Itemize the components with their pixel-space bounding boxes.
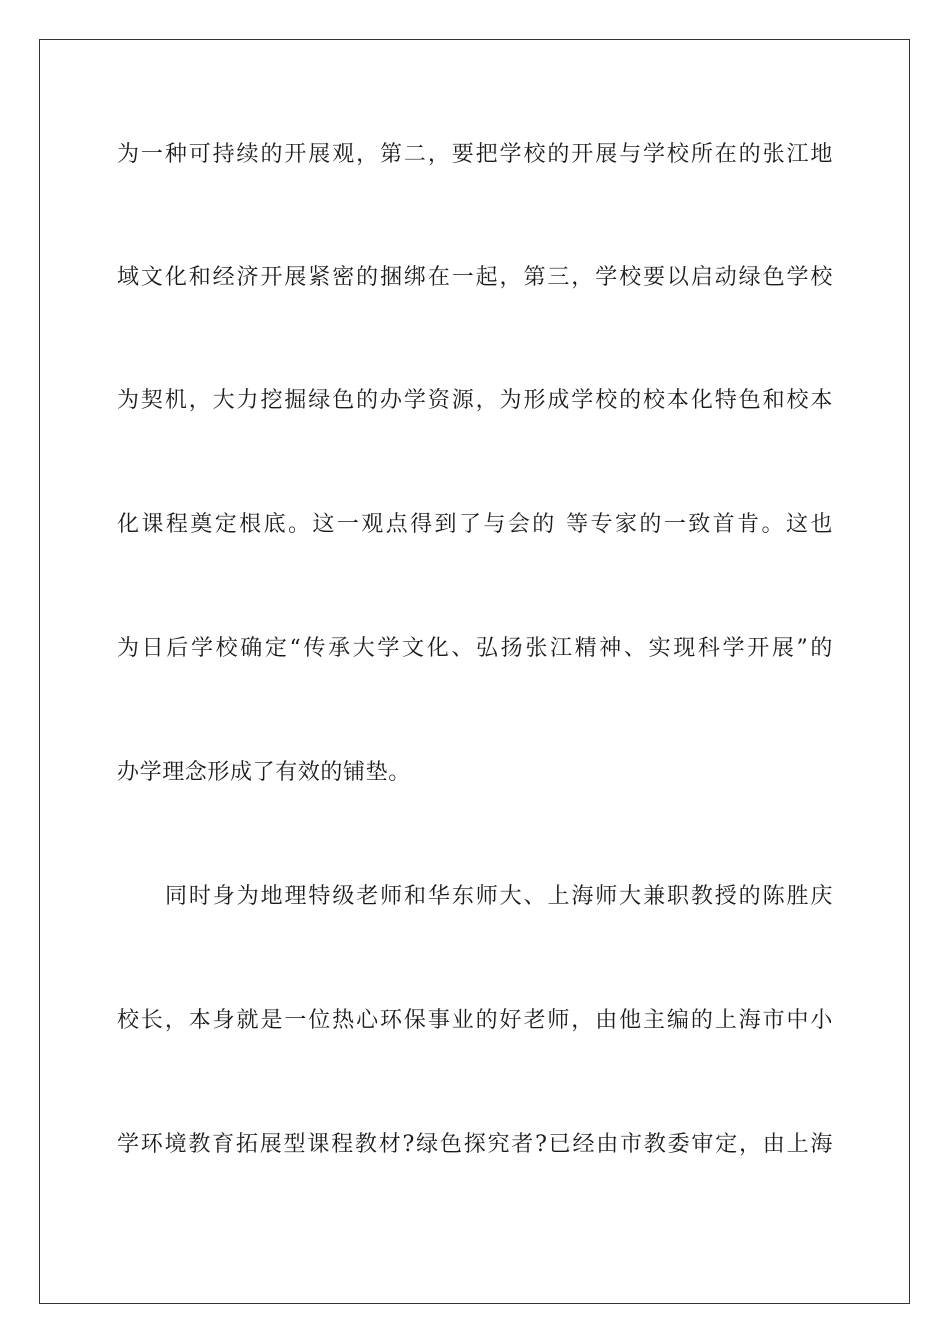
paragraph-line: 化课程奠定根底。这一观点得到了与会的 等专家的一致首肯。这也 — [117, 512, 833, 537]
paragraph-line: 域文化和经济开展紧密的捆绑在一起，第三，学校要以启动绿色学校 — [117, 265, 833, 290]
paragraph-line: 为契机，大力挖掘绿色的办学资源，为形成学校的校本化特色和校本 — [117, 388, 833, 413]
paragraph-line: 为一种可持续的开展观，第二，要把学校的开展与学校所在的张江地 — [117, 142, 833, 167]
paragraph-line: 同时身为地理特级老师和华东师大、上海师大兼职教授的陈胜庆 — [165, 884, 833, 909]
paragraph-line: 办学理念形成了有效的铺垫。 — [117, 760, 411, 785]
page-frame — [39, 39, 910, 1304]
paragraph-line: 校长，本身就是一位热心环保事业的好老师，由他主编的上海市中小 — [117, 1008, 833, 1033]
paragraph-line: 为日后学校确定“传承大学文化、弘扬张江精神、实现科学开展”的 — [117, 636, 833, 661]
paragraph-line: 学环境教育拓展型课程教材?绿色探究者?已经由市教委审定，由上海 — [117, 1132, 833, 1157]
